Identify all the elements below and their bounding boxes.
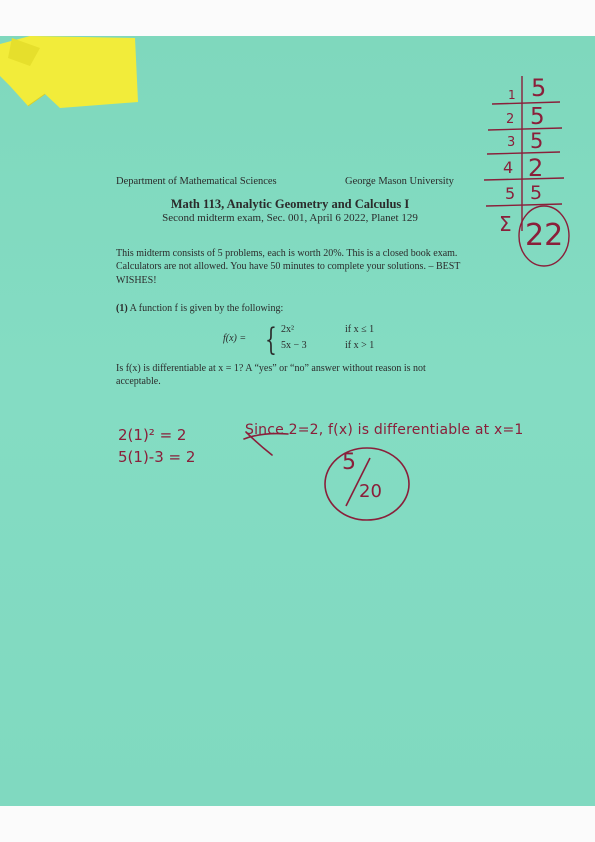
score-table-problem-2: 2 [506, 112, 515, 127]
problem-1-question: Is f(x) is differentiable at x = 1? A “yes” or “no” answer without reason is not acceptable. [116, 363, 426, 387]
case1-expression: 2x² [281, 324, 294, 335]
score-table-score-3: 5 [530, 129, 544, 153]
score-table-problem-5: 5 [505, 184, 516, 203]
score-table-total: 22 [525, 218, 564, 253]
handwritten-answer: Since 2=2, f(x) is differentiable at x=1 [245, 422, 524, 438]
handwritten-work-line-2: 5(1)-3 = 2 [118, 448, 196, 466]
exam-instructions: This midterm consists of 5 problems, each is worth 20%. This is a closed book exam. Calculators are not allowed. You have 50 minutes to complete your solutions. – BEST WISHES! [116, 248, 461, 286]
exam-info: Second midterm exam, Sec. 001, April 6 2022, Planet 129 [162, 212, 418, 224]
background-top [0, 0, 595, 36]
x-mark [244, 432, 288, 455]
score-table-total-label: Σ [499, 212, 512, 236]
score-table-problem-4: 4 [503, 158, 514, 177]
piecewise-brace: { [264, 322, 277, 358]
background-bottom [0, 806, 595, 842]
score-table-problem-3: 3 [507, 135, 516, 150]
grade-numerator: 5 [342, 450, 356, 475]
case1-condition: if x ≤ 1 [345, 324, 375, 335]
function-lhs: f(x) = [223, 333, 247, 344]
exam-paper [0, 36, 595, 806]
score-table-score-5: 5 [530, 182, 543, 204]
score-table-score-4: 2 [528, 154, 544, 182]
problem-number: (1) [116, 303, 128, 314]
case2-expression: 5x − 3 [281, 340, 307, 351]
course-title: Math 113, Analytic Geometry and Calculus I [170, 197, 410, 211]
score-table-score-1: 5 [531, 74, 547, 102]
university-name: George Mason University [345, 176, 454, 187]
department-name: Department of Mathematical Sciences [116, 176, 277, 187]
score-table-problem-1: 1 [508, 88, 516, 102]
score-table-score-2: 5 [530, 104, 545, 130]
handwritten-work-line-1: 2(1)² = 2 [118, 426, 187, 444]
problem-text: A function f is given by the following: [129, 303, 284, 314]
grade-denominator: 20 [359, 481, 382, 502]
grader-ink-marks [0, 36, 595, 806]
case2-condition: if x > 1 [345, 340, 375, 351]
